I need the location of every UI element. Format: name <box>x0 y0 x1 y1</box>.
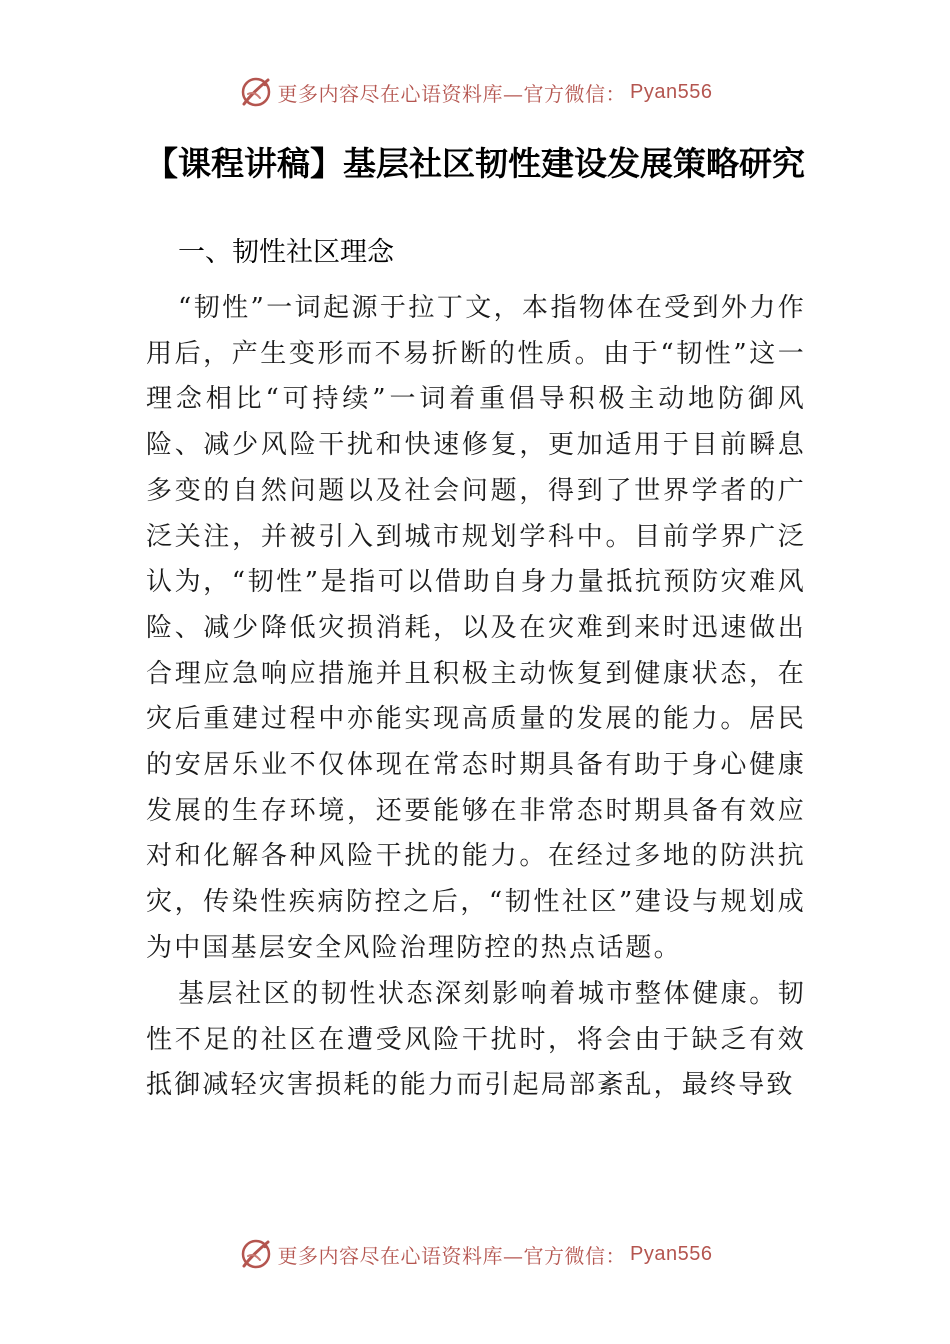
brush-logo-icon <box>238 74 274 110</box>
banner-wechat-id: Pyan556 <box>630 80 713 103</box>
banner-text: 更多内容尽在心语资料库—官方微信： <box>277 1243 627 1268</box>
document-title: 【课程讲稿】基层社区韧性建设发展策略研究 <box>145 144 805 183</box>
banner-text: 更多内容尽在心语资料库—官方微信： <box>277 81 627 106</box>
header-watermark-banner <box>0 72 950 112</box>
body-paragraph-1: “韧性”一词起源于拉丁文，本指物体在受到外力作用后，产生变形而不易折断的性质。由于“韧性”这一理念相比“可持续”一词着重倡导积极主动地防御风险、减少风险干扰和快速修复，更加适用于目前瞬息多变的自然问题以及社会问题，得到了世界学者的广泛关注，并被引入到城市规划学科中。目前学界广泛认为，“韧性”是指可以借助自身力量抵抗预防灾难风险、减少降低灾损消耗，以及在灾难到来时迅速做出合理应急响应措施并且积极主动恢复到健康状态，在灾后重建过程中亦能实现高质量的发展的能力。居民的安居乐业不仅体现在常态时期具备有助于身心健康发展的生存环境，还要能够在非常态时期具备有效应对和化解各种风险干扰的能力。在经过多地的防洪抗灾，传染性疾病防控之后，“韧性社区”建设与规划成为中国基层安全风险治理防控的热点话题。 <box>146 293 806 963</box>
body-paragraph-2: 基层社区的韧性状态深刻影响着城市整体健康。韧性不足的社区在遭受风险干扰时，将会由于缺乏有效抵御减轻灾害损耗的能力而引起局部紊乱，最终导致 <box>146 979 806 1101</box>
banner-wechat-id: Pyan556 <box>630 1242 713 1265</box>
section-heading: 一、韧性社区理念 <box>178 237 394 268</box>
brush-logo-icon <box>238 1236 274 1272</box>
footer-watermark-banner <box>0 1234 950 1274</box>
